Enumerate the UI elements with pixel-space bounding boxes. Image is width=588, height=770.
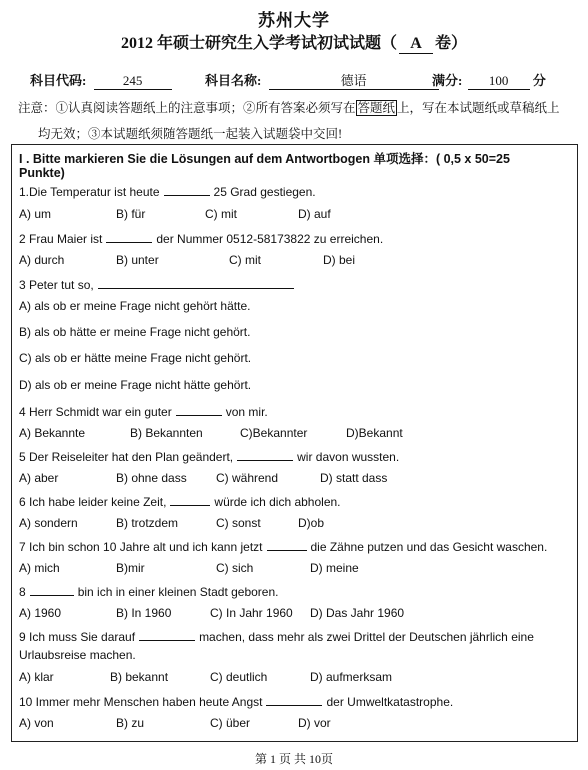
option-d: D) als ob er meine Frage nicht hätte gehört. (19, 378, 252, 392)
question-text: der Umweltkatastrophe. (326, 695, 454, 709)
option-a: A) um (19, 207, 52, 221)
section-title: I . Bitte markieren Sie die Lösungen auf dem Antwortbogen 单项选择：( 0,5 x 50=25 (19, 152, 510, 166)
exam-volume: A (399, 35, 433, 54)
option-c: C) sonst (216, 516, 261, 530)
option-a: A) mich (19, 561, 60, 575)
option-a: A) von (19, 716, 54, 730)
option-b: B) trotzdem (116, 516, 179, 530)
question-3 (19, 276, 298, 292)
notice-text-2: 上，写在本试题纸或草稿纸上 (397, 101, 560, 115)
option-c: C)Bekannter (240, 426, 308, 440)
option-c: C) sich (216, 561, 254, 575)
question-text: würde ich dich abholen. (214, 495, 341, 509)
question-text: 25 Grad gestiegen. (213, 185, 316, 199)
notice-line-1 (18, 98, 560, 116)
option-c: C) mit (229, 253, 261, 267)
option-a: A) als ob er meine Frage nicht gehört hätte. (19, 299, 251, 313)
subject-code-value: 245 (94, 73, 172, 90)
question-text: 10 Immer mehr Menschen haben heute Angst (19, 695, 263, 709)
option-b: B) bekannt (110, 670, 169, 684)
question-4 (19, 403, 268, 419)
question-8 (19, 583, 279, 599)
full-score-unit: 分 (532, 73, 546, 88)
answer-blank (237, 448, 293, 461)
option-b: B) als ob hätte er meine Frage nicht gehört. (19, 325, 251, 339)
question-text: die Zähne putzen und das Gesicht waschen. (310, 540, 548, 554)
option-d: D) auf (298, 207, 331, 221)
option-b: B) ohne dass (116, 471, 187, 485)
question-text: 6 Ich habe leider keine Zeit, (19, 495, 167, 509)
option-d: D) Das Jahr 1960 (310, 606, 405, 620)
option-c: C) als ob er hätte meine Frage nicht gehört. (19, 351, 252, 365)
question-text: 3 Peter tut so, (19, 278, 94, 292)
option-d: D)ob (298, 516, 325, 530)
answer-blank (106, 230, 152, 243)
exam-title (0, 30, 588, 54)
option-a: A) 1960 (19, 606, 62, 620)
question-text: bin ich in einer kleinen Stadt geboren. (77, 585, 279, 599)
option-b: B) unter (116, 253, 159, 267)
university-name: 苏州大学 (258, 11, 330, 30)
question-text: von mir. (225, 405, 268, 419)
question-text: der Nummer 0512-58173822 zu erreichen. (156, 232, 384, 246)
notice-text-1: 注意：①认真阅读答题纸上的注意事项；②所有答案必须写在 (18, 101, 356, 115)
option-c: C) mit (205, 207, 237, 221)
option-d: D) aufmerksam (310, 670, 393, 684)
page-footer: 第 1 页 共 10页 (254, 752, 333, 766)
answer-sheet-highlight: 答题纸 (357, 101, 396, 115)
answer-blank (30, 583, 74, 596)
answer-blank (170, 493, 210, 506)
question-text: 2 Frau Maier ist (19, 232, 103, 246)
option-c: C) über (210, 716, 251, 730)
option-d: D) vor (298, 716, 331, 730)
option-c: C) während (216, 471, 279, 485)
answer-blank (267, 538, 307, 551)
question-9-cont: Urlaubsreise machen. (19, 648, 136, 662)
question-text: 4 Herr Schmidt war ein guter (19, 405, 172, 419)
notice-line-2: 均无效；③本试题纸须随答题纸一起装入试题袋中交回! (38, 127, 343, 141)
option-a: A) durch (19, 253, 65, 267)
option-d: D) bei (323, 253, 356, 267)
question-2 (19, 230, 383, 246)
full-score (432, 70, 546, 90)
question-text: machen, dass mehr als zwei Drittel der Deutschen jährlich eine (199, 630, 534, 644)
option-b: B) für (116, 207, 146, 221)
answer-blank (176, 403, 222, 416)
exam-title-prefix: 2012 年硕士研究生入学考试初试试题（ (120, 35, 397, 52)
question-10 (19, 693, 453, 709)
option-d: D) meine (310, 561, 359, 575)
option-b: B) zu (116, 716, 145, 730)
subject-name (205, 70, 439, 90)
full-score-value: 100 (468, 73, 530, 90)
option-c: C) deutlich (210, 670, 268, 684)
answer-blank (98, 276, 294, 289)
subject-code (30, 70, 172, 90)
question-text: wir davon wussten. (297, 450, 400, 464)
question-text: 1.Die Temperatur ist heute (19, 185, 160, 199)
subject-code-label: 科目代码: (30, 73, 87, 88)
option-a: A) aber (19, 471, 59, 485)
option-d: D)Bekannt (346, 426, 403, 440)
answer-blank (139, 628, 195, 641)
subject-name-value: 德语 (269, 70, 439, 90)
subject-name-label: 科目名称: (205, 73, 262, 88)
option-b: B)mir (116, 561, 145, 575)
option-b: B) Bekannten (130, 426, 203, 440)
question-5 (19, 448, 399, 464)
section-title-cont: Punkte) (19, 166, 65, 180)
option-a: A) klar (19, 670, 54, 684)
question-9 (19, 628, 534, 644)
full-score-label: 满分: (432, 73, 463, 88)
question-1 (19, 183, 316, 199)
question-6 (19, 493, 341, 509)
question-7 (19, 538, 547, 554)
option-b: B) In 1960 (116, 606, 172, 620)
answer-blank (164, 183, 210, 196)
question-text: 9 Ich muss Sie darauf (19, 630, 136, 644)
question-text: 8 (19, 585, 26, 599)
option-c: C) In Jahr 1960 (210, 606, 293, 620)
question-text: 7 Ich bin schon 10 Jahre alt und ich kann jetzt (19, 540, 263, 554)
question-text: 5 Der Reiseleiter hat den Plan geändert, (19, 450, 234, 464)
exam-title-suffix: 卷） (435, 35, 468, 52)
option-a: A) sondern (19, 516, 78, 530)
option-d: D) statt dass (320, 471, 388, 485)
answer-blank (266, 693, 322, 706)
option-a: A) Bekannte (19, 426, 86, 440)
